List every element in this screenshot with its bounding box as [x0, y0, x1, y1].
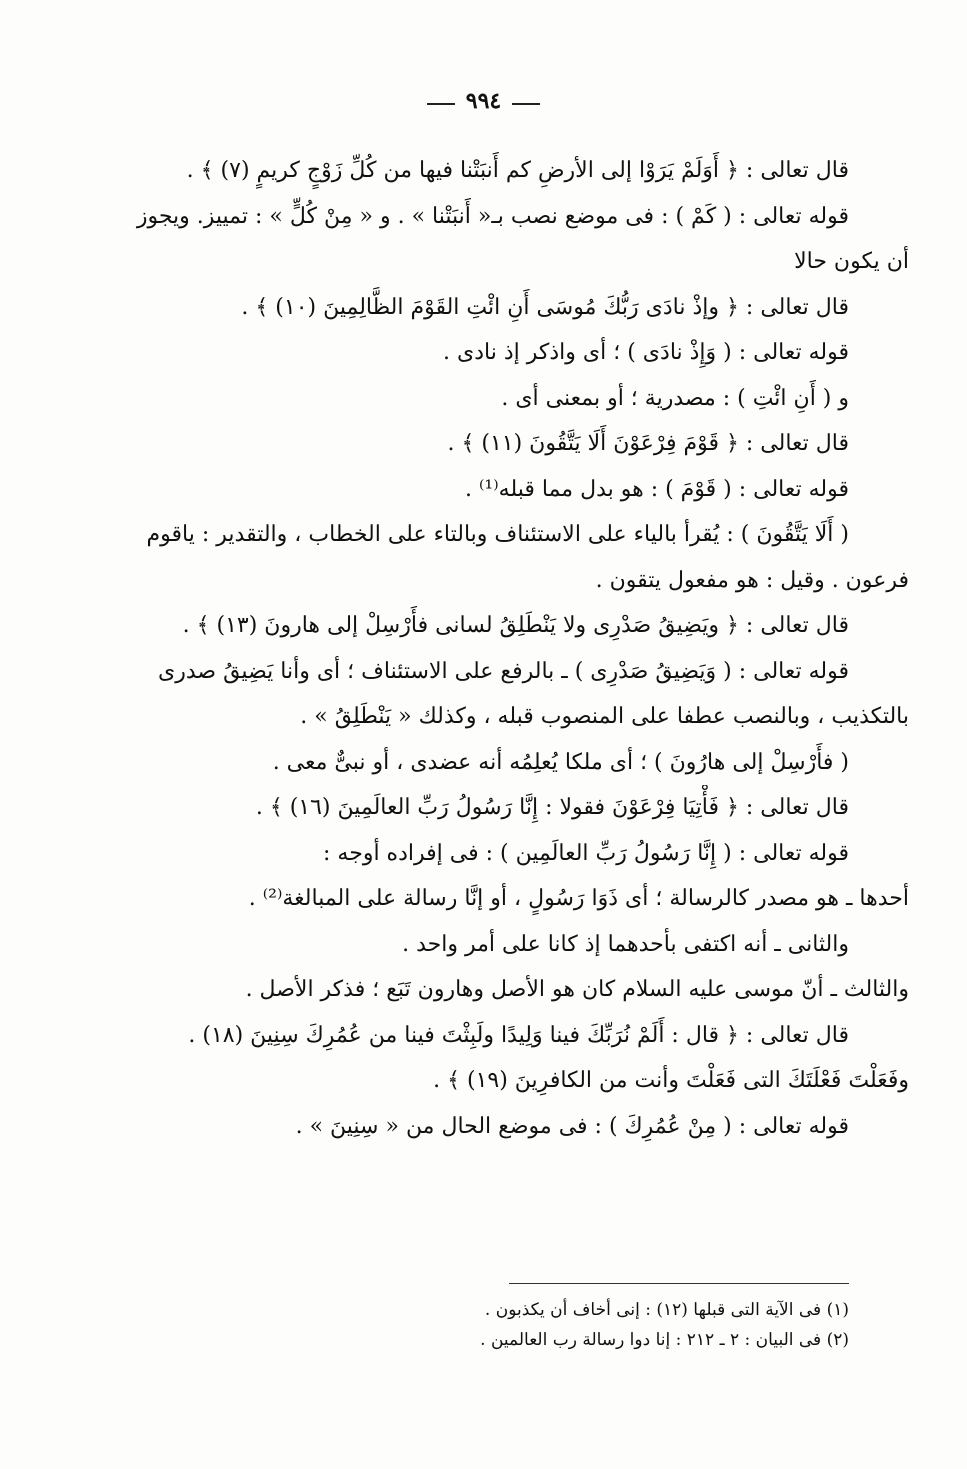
- text-line: أن يكون حالا: [794, 249, 909, 274]
- footnote: (١) فى الآية التى قبلها (١٢) : إنى أخاف أن يكذبون .: [484, 1300, 849, 1320]
- text-line: ( أَلَا يَتَّقُونَ ) : يُقرأ بالياء على الاستئناف وبالتاء على الخطاب ، والتقدير : ياقوم: [146, 522, 849, 547]
- page-number: ٩٩٤: [465, 88, 502, 114]
- text-line: قوله تعالى : ( وَيَضِيقُ صَدْرِى ) ـ بالرفع على الاستئناف ؛ أى وأنا يَضِيقُ صدرى: [158, 658, 849, 684]
- text-line: قوله تعالى : ( قَوْمَ ) : هو بدل مما قبله⁽¹⁾ .: [465, 476, 849, 502]
- text-line: قال تعالى : ﴿ وإذْ نادَى رَبُّكَ مُوسَى أَنِ ائْتِ القَوْمَ الظَّالِمِينَ (١٠) ﴾ .: [241, 294, 849, 320]
- text-line: قال تعالى : ﴿ قال : أَلَمْ نُرَبِّكَ فينا وَلِيدًا ولَبِثْتَ فينا من عُمُرِكَ سِنِينَ (١٨) .: [188, 1022, 849, 1048]
- main-text: [89, 148, 909, 1149]
- text-line: فرعون . وقيل : هو مفعول يتقون .: [595, 567, 909, 593]
- page-number-dash-left: [427, 103, 455, 105]
- text-line: ( فأَرْسِلْ إلى هارُونَ ) ؛ أى ملكا يُعلِمُه أنه عضدى ، أو نبىٌّ معى .: [272, 749, 849, 775]
- text-line: قوله تعالى : ( كَمْ ) : فى موضع نصب بـ« أَنبَتْنا » . و « مِنْ كُلٍّ » : تمييز. ويجوز: [136, 203, 849, 229]
- footnote: (٢) فى البيان : ٢ ـ ٢١٢ : إنا دوا رسالة رب العالمين .: [480, 1330, 849, 1350]
- page-header: [0, 88, 967, 114]
- text-line: و ( أَنِ ائْتِ ) : مصدرية ؛ أو بمعنى أى .: [501, 385, 849, 411]
- text-line: وفَعَلْتَ فَعْلَتَكَ التى فَعَلْتَ وأنت من الكافرِينَ (١٩) ﴾ .: [433, 1068, 909, 1093]
- text-line: أحدها ـ هو مصدر كالرسالة ؛ أى ذَوَا رَسُولٍ ، أو إنَّا رسالة على المبالغة⁽²⁾ .: [248, 886, 909, 911]
- text-line: قال تعالى : ﴿ أَوَلَمْ يَرَوْا إلى الأرضِ كم أَنبَتْنا فيها من كُلِّ زَوْجٍ كريمٍ (٧) ﴾ .: [186, 158, 849, 183]
- footnotes: [89, 1295, 849, 1355]
- page-number-dash-right: [512, 103, 540, 105]
- text-line: قوله تعالى : ( مِنْ عُمُرِكَ ) : فى موضع الحال من « سِنِينَ » .: [295, 1113, 849, 1139]
- text-line: قال تعالى : ﴿ قَوْمَ فِرْعَوْنَ أَلَا يَتَّقُونَ (١١) ﴾ .: [447, 431, 849, 456]
- text-line: قال تعالى : ﴿ فَأْتِيَا فِرْعَوْنَ فقولا : إِنَّا رَسُولُ رَبِّ العالَمِينَ (١٦) ﴾ .: [255, 795, 849, 820]
- footnote-separator: [509, 1283, 849, 1284]
- text-line: والثانى ـ أنه اكتفى بأحدهما إذ كانا على أمر واحد .: [402, 931, 849, 957]
- text-line: قوله تعالى : ( وَإِذْ نادَى ) ؛ أى واذكر إذ نادى .: [443, 340, 849, 365]
- text-line: قوله تعالى : ( إِنَّا رَسُولُ رَبِّ العالَمِين ) : فى إفراده أوجه :: [323, 840, 849, 866]
- text-line: والثالث ـ أنّ موسى عليه السلام كان هو الأصل وهارون تَبَع ؛ فذكر الأصل .: [245, 977, 909, 1002]
- text-line: قال تعالى : ﴿ ويَضِيقُ صَدْرِى ولا يَنْطَلِقُ لسانى فأَرْسِلْ إلى هارونَ (١٣) ﴾ .: [182, 613, 849, 638]
- text-line: بالتكذيب ، وبالنصب عطفا على المنصوب قبله ، وكذلك « يَنْطَلِقُ » .: [300, 704, 909, 729]
